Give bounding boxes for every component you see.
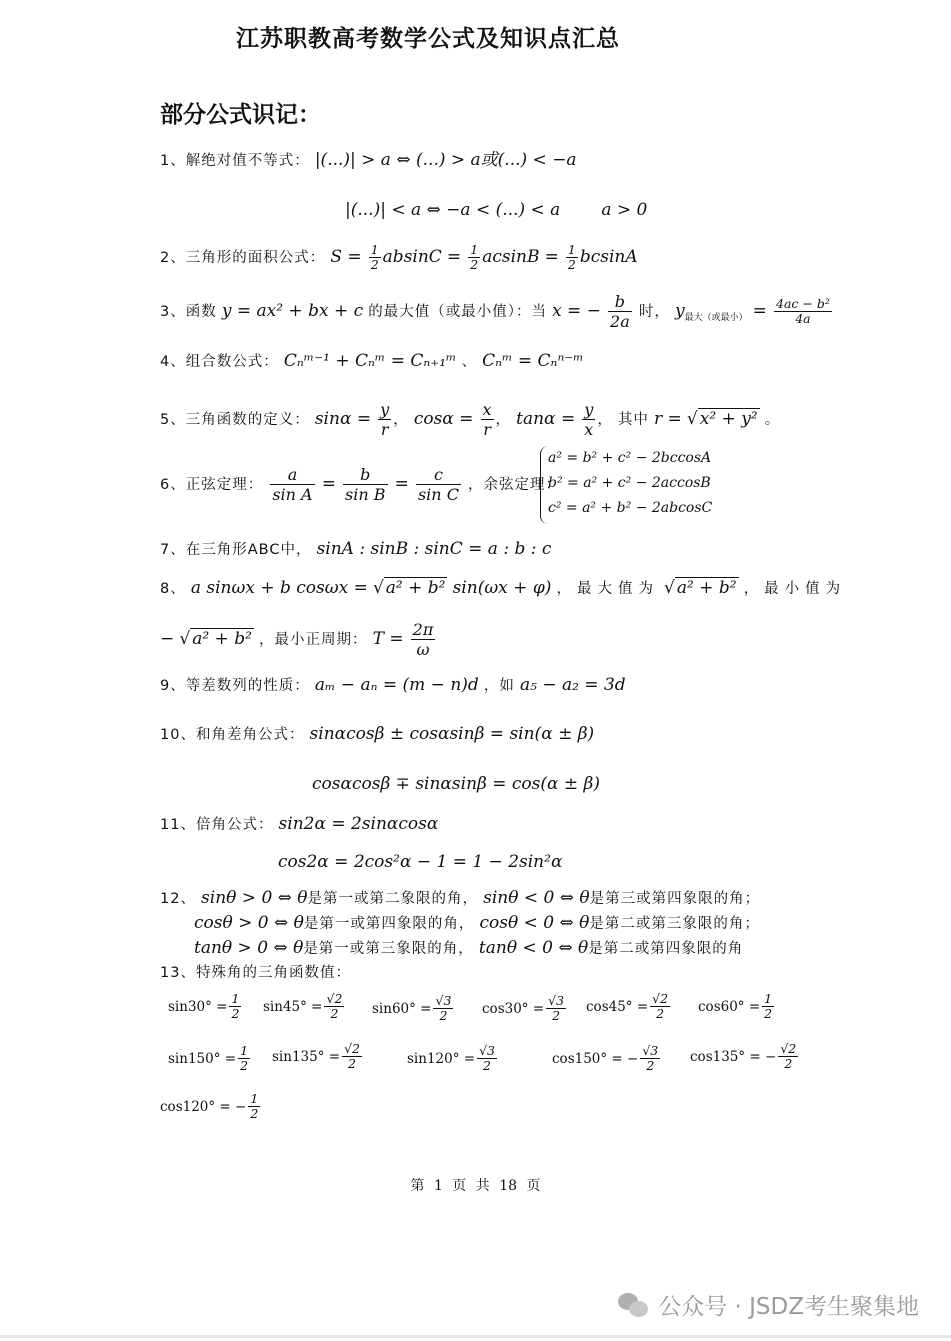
item-3-frac-extreme: $\frac{\text{4ac − b²}}{4a}$ — [776, 296, 830, 326]
item-4-formula-2: Cₙᵐ = Cₙⁿ⁻ᵐ — [482, 351, 584, 371]
item-4-formula-1: Cₙᵐ⁻¹ + Cₙᵐ = Cₙ₊₁ᵐ — [283, 351, 457, 371]
item-10-line-2 — [312, 774, 600, 794]
item-5-frac-tan: $\frac{y}{x}$ — [584, 400, 594, 439]
trig-value: cos30° = $\frac{√3}{2}$ — [482, 993, 565, 1023]
trig-value: sin150° = $\frac{1}{2}$ — [168, 1043, 249, 1073]
item-12-line-2 — [194, 913, 760, 934]
item-11-label: 11、倍角公式： — [160, 817, 274, 833]
item-5-cos: cosα = — [413, 409, 474, 429]
item-6-eq-2: = — [394, 474, 409, 494]
item-2-term-1: absinC — [382, 247, 442, 267]
item-5-comma-3: ， — [597, 412, 613, 428]
item-4 — [160, 351, 584, 372]
item-3-ysub: 最大（或最小） — [684, 313, 748, 323]
item-8-sqrt-1: √ a² + b² — [372, 578, 446, 598]
item-10 — [160, 724, 594, 745]
item-12-cos-neg: cosθ < 0 ⇔ θ — [479, 913, 590, 933]
item-1 — [160, 150, 577, 171]
item-12-sin-neg-text: 是第三或第四象限的角； — [589, 891, 761, 907]
page-title: 江苏职教高考数学公式及知识点汇总 — [236, 26, 620, 52]
item-8-period-label: ，最小正周期： — [258, 632, 368, 648]
item-3 — [160, 292, 834, 331]
item-2-term-3: bcsinA — [579, 247, 638, 267]
item-12-tan-pos-text: 是第一或第三象限的角， — [303, 941, 474, 957]
item-8-sqrt-3: √ a² + b² — [179, 629, 252, 649]
trig-value: cos150° = − $\frac{√3}{2}$ — [552, 1043, 659, 1073]
item-2-eq-2: = — [544, 247, 559, 267]
page-footer: 第 1 页 共 18 页 — [410, 1178, 541, 1194]
item-12-sin-pos: sinθ > 0 ⇔ θ — [201, 888, 308, 908]
item-9-label: 9、等差数列的性质： — [160, 678, 310, 694]
item-6 — [160, 465, 561, 504]
item-12-line-1 — [160, 888, 760, 909]
item-13 — [160, 962, 351, 983]
item-12-sin-pos-text: 是第一或第二象限的角， — [307, 891, 479, 907]
item-7-label: 7、在三角形ABC中， — [160, 542, 312, 558]
trig-value: cos120° = − $\frac{1}{2}$ — [160, 1091, 259, 1121]
watermark-text: 公众号 · JSDZ考生聚集地 — [658, 1294, 919, 1320]
item-1-line-2 — [345, 200, 647, 220]
trig-value: sin135° = $\frac{√2}{2}$ — [272, 1041, 360, 1071]
item-4-sep: 、 — [461, 354, 478, 370]
item-5-tan: tanα = — [516, 409, 576, 429]
item-8-neg: − — [160, 629, 175, 649]
item-8-sqrt-2: √ a² + b² — [664, 578, 737, 598]
cosine-law-b: b² = a² + c² − 2accosB — [548, 475, 711, 491]
item-5-frac-sin: $\frac{y}{r}$ — [380, 400, 390, 439]
item-3-eq: = — [752, 301, 767, 321]
item-11 — [160, 814, 438, 835]
item-5-label: 5、三角函数的定义： — [160, 412, 310, 428]
item-11-line-2 — [278, 852, 562, 872]
cosine-law-c: c² = a² + b² − 2abcosC — [548, 500, 713, 516]
item-12-sin-neg: sinθ < 0 ⇔ θ — [483, 888, 590, 908]
item-12-label: 12、 — [160, 891, 196, 907]
item-2-label: 2、三角形的面积公式： — [160, 250, 326, 266]
item-6-label: 6、正弦定理： — [160, 477, 264, 493]
item-2-term-2: acsinB — [482, 247, 540, 267]
item-2-half-3: $\frac{1}{2}$ — [567, 242, 576, 272]
item-1-formula-1: |(...)| > a ⇔ (...) > a或(...) < −a — [314, 150, 577, 170]
trig-value: cos135° = − $\frac{√2}{2}$ — [690, 1041, 797, 1071]
item-5-frac-cos: $\frac{x}{r}$ — [482, 400, 492, 439]
wechat-icon — [618, 1291, 650, 1319]
item-8-min-label: ，最小值为 — [743, 581, 847, 597]
watermark — [618, 1288, 919, 1321]
item-3-text: 的最大值（或最小值）：当 — [368, 304, 547, 320]
item-3-function: y = ax² + bx + c — [221, 301, 364, 321]
item-8-T: T = — [372, 629, 404, 649]
item-1-condition: a > 0 — [601, 200, 648, 220]
item-12-tan-neg: tanθ < 0 ⇔ θ — [478, 938, 589, 958]
item-8 — [160, 578, 846, 599]
trig-value: cos45° = $\frac{√2}{2}$ — [586, 991, 669, 1021]
item-3-x: x = − — [552, 301, 601, 321]
item-5-comma-2: ， — [495, 412, 512, 428]
item-1-formula-2: |(...)| < a ⇔ −a < (...) < a — [345, 200, 561, 220]
item-6-frac-c: $\frac{c}{\text{sin C}}$ — [417, 465, 459, 504]
trig-value: sin45° = $\frac{√2}{2}$ — [263, 991, 343, 1021]
item-6-frac-b: $\frac{b}{\text{sin B}}$ — [345, 465, 386, 504]
item-5-comma-1: ， — [393, 412, 409, 428]
item-9-mid: ，如 — [483, 678, 515, 694]
item-8-label: 8、 — [160, 581, 186, 597]
item-5-tail: 其中 — [617, 412, 649, 428]
item-12-cos-pos-text: 是第一或第四象限的角， — [303, 916, 475, 932]
item-5-sin: sinα = — [314, 409, 372, 429]
item-6-eq-1: = — [321, 474, 336, 494]
cosine-law-a: a² = b² + c² − 2bccosA — [548, 450, 712, 466]
item-2-eq-1: = — [446, 247, 462, 267]
item-8-frac-period: $\frac{2\pi}{\omega}$ — [412, 620, 434, 659]
trig-value: sin30° = $\frac{1}{2}$ — [168, 991, 240, 1021]
item-12-cos-pos: cosθ > 0 ⇔ θ — [194, 913, 304, 933]
item-6-frac-a: $\frac{a}{\text{sin A}}$ — [272, 465, 313, 504]
item-8-tail: sin(ωx + φ) — [452, 578, 552, 598]
trig-value: cos60° = $\frac{1}{2}$ — [698, 991, 773, 1021]
item-4-label: 4、组合数公式： — [160, 354, 279, 370]
item-5-sqrt: √ x² + y² — [686, 409, 758, 429]
item-9 — [160, 675, 626, 696]
item-9-formula: aₘ − aₙ = (m − n)d — [314, 675, 479, 695]
item-2-half-1: $\frac{1}{2}$ — [370, 242, 379, 272]
item-5 — [160, 400, 780, 439]
item-12-line-3 — [194, 938, 743, 959]
item-3-shi: 时， — [638, 304, 670, 320]
item-9-example: a₅ − a₂ = 3d — [519, 675, 626, 695]
item-5-end: 。 — [764, 412, 781, 428]
item-3-frac-vertex: $\frac{b}{2a}$ — [610, 292, 630, 331]
item-10-formula-2: cosαcosβ ∓ sinαsinβ = cos(α ± β) — [312, 774, 601, 794]
section-heading: 部分公式识记： — [160, 102, 321, 128]
item-8-max-label: ，最大值为 — [556, 581, 659, 597]
bottom-rule — [0, 1335, 951, 1338]
item-11-formula-1: sin2α = 2sinαcosα — [278, 814, 439, 834]
item-11-formula-2: cos2α = 2cos²α − 1 = 1 − 2sin²α — [278, 852, 563, 872]
item-1-label: 1、解绝对值不等式： — [160, 153, 310, 169]
item-6-label-2: ，余弦定理： — [468, 477, 562, 493]
item-3-y: y — [674, 301, 685, 321]
item-7 — [160, 539, 551, 560]
item-8-line-2 — [160, 620, 437, 659]
item-10-formula-1: sinαcosβ ± cosαsinβ = sin(α ± β) — [309, 724, 595, 744]
item-2-lhs: S = — [330, 247, 362, 267]
item-7-formula: sinA : sinB : sinC = a : b : c — [316, 539, 552, 559]
item-2-half-2: $\frac{1}{2}$ — [470, 242, 479, 272]
trig-value: sin120° = $\frac{√3}{2}$ — [407, 1043, 495, 1073]
item-12-tan-neg-text: 是第二或第四象限的角 — [588, 941, 744, 957]
item-13-label: 13、特殊角的三角函数值： — [160, 965, 351, 981]
trig-value: sin60° = $\frac{√3}{2}$ — [372, 993, 452, 1023]
item-2 — [160, 243, 638, 272]
item-5-r: r = — [654, 409, 682, 429]
item-12-tan-pos: tanθ > 0 ⇔ θ — [194, 938, 304, 958]
item-8-formula: a sinωx + b cosωx = — [190, 578, 368, 598]
item-10-label: 10、和角差角公式： — [160, 727, 305, 743]
item-12-cos-neg-text: 是第二或第三象限的角； — [589, 916, 760, 932]
item-3-label: 3、函数 — [160, 304, 217, 320]
